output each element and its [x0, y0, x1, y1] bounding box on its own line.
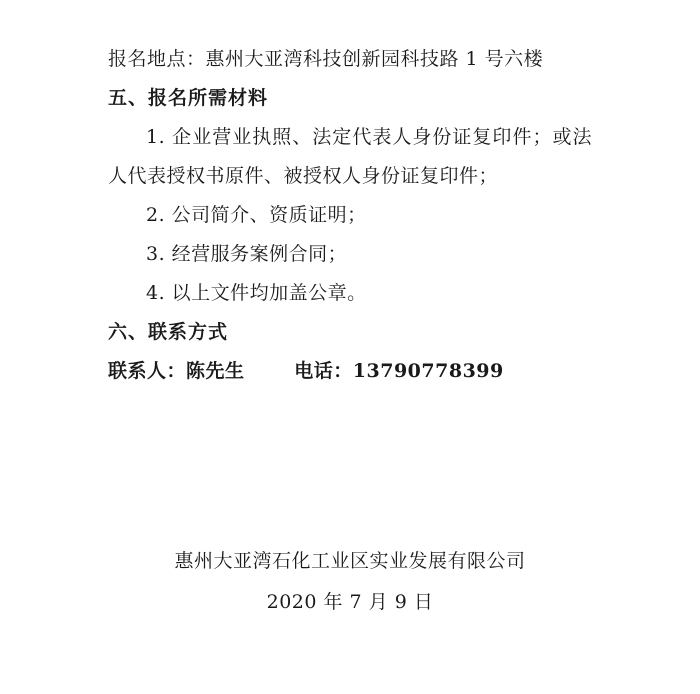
material-item-2: 2. 公司简介、资质证明； [146, 204, 367, 226]
footer-date: 2020 年 7 月 9 日 [266, 591, 434, 613]
section-five-heading: 五、报名所需材料 [108, 87, 269, 109]
section-six-heading: 六、联系方式 [108, 321, 229, 343]
material-item-3: 3. 经营服务案例合同； [146, 243, 348, 265]
footer-spacer [108, 391, 592, 541]
material-item-4: 4. 以上文件均加盖公章。 [146, 282, 367, 304]
material-item-1: 1. 企业营业执照、法定代表人身份证复印件；或法人代表授权书原件、被授权人身份证复印件； [108, 126, 592, 187]
footer-company-name: 惠州大亚湾石化工业区实业发展有限公司 [174, 550, 526, 572]
registration-location-line: 报名地点：惠州大亚湾科技创新园科技路 1 号六楼 [108, 48, 544, 70]
contact-info-line: 联系人：陈先生 电话：13790778399 [108, 360, 504, 382]
